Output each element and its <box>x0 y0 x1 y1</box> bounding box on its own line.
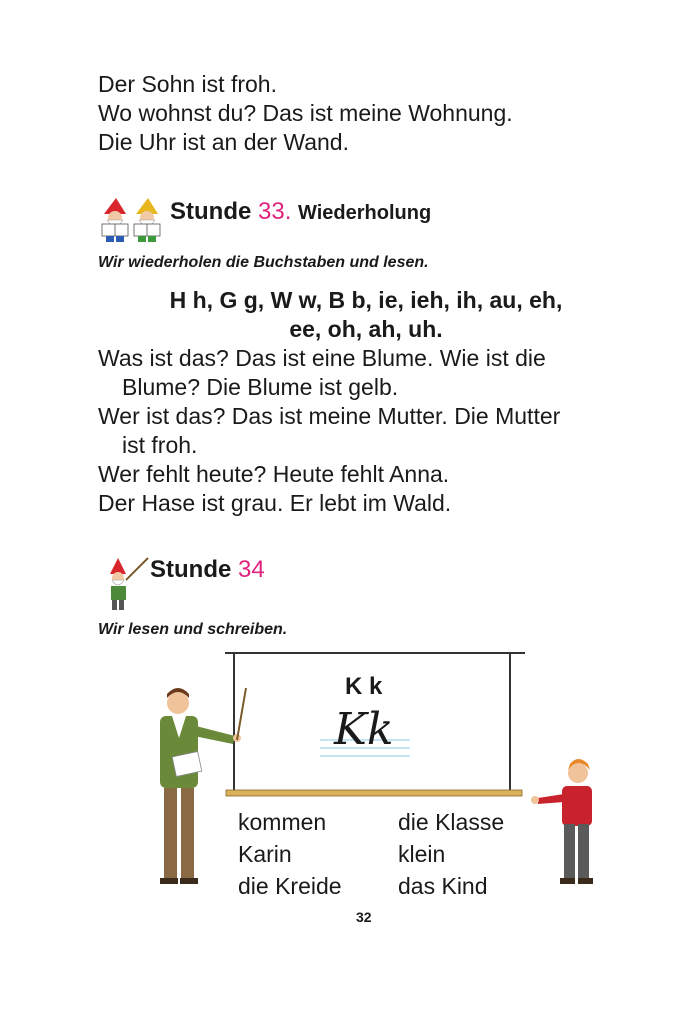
lesson-subtitle: Wiederholung <box>298 202 432 224</box>
word-column-left <box>238 806 342 902</box>
sentence <box>98 402 638 460</box>
board-letters: K k <box>345 673 383 700</box>
word: kommen <box>238 809 327 835</box>
lesson-label: Stunde <box>170 198 252 225</box>
page-number: 32 <box>356 909 372 925</box>
text-line: Die Uhr ist an der Wand. <box>98 129 349 155</box>
lesson-34-heading <box>150 556 265 584</box>
word: die Kreide <box>238 873 342 899</box>
intro-text <box>98 70 513 157</box>
word: klein <box>398 841 446 867</box>
sentence-continuation: ist froh. <box>122 432 198 458</box>
word: Karin <box>238 841 292 867</box>
word: das Kind <box>398 873 488 899</box>
sentence: Wer fehlt heute? Heute fehlt Anna. <box>98 461 450 487</box>
sentence <box>98 344 638 402</box>
sentence: Der Hase ist grau. Er lebt im Wald. <box>98 490 452 516</box>
lesson-33-heading <box>170 198 431 226</box>
text-line: Wo wohnst du? Das ist meine Wohnung. <box>98 100 513 126</box>
sentence-continuation: Blume? Die Blume ist gelb. <box>122 374 399 400</box>
sentence-line: Was ist das? Das ist eine Blume. Wie ist die <box>98 345 546 371</box>
lesson-34-instruction: Wir lesen und schreiben. <box>98 621 288 638</box>
dwarf-readers-icon <box>98 196 166 244</box>
sentence-line: Wer ist das? Das ist meine Mutter. Die Mutter <box>98 403 561 429</box>
word: die Klasse <box>398 809 505 835</box>
board-cursive-letters: Kk <box>334 704 394 755</box>
letter-line: ee, oh, ah, uh. <box>289 316 443 342</box>
letter-list <box>98 286 634 344</box>
lesson-33-sentences <box>98 344 638 518</box>
lesson-label: Stunde <box>150 556 232 583</box>
word-column-right <box>398 806 504 902</box>
letter-line: H h, G g, W w, B b, ie, ieh, ih, au, eh, <box>169 287 563 313</box>
dwarf-pointer-icon <box>104 556 150 612</box>
lesson-number: 33. <box>258 198 292 225</box>
lesson-33-instruction: Wir wiederholen die Buchstaben und lesen. <box>98 254 429 271</box>
text-line: Der Sohn ist froh. <box>98 71 277 97</box>
lesson-number: 34 <box>238 556 265 583</box>
